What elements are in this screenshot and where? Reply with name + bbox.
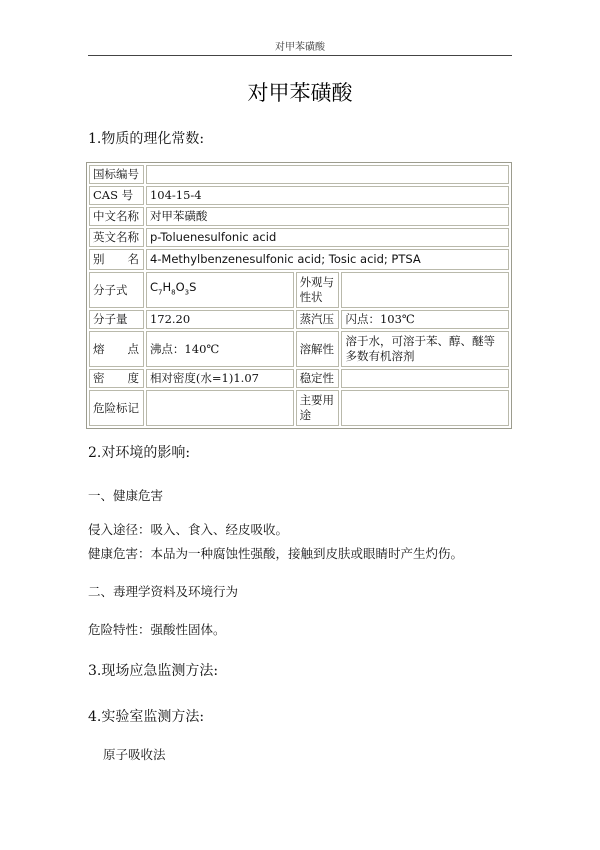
- formula-o-sub: 3: [184, 288, 190, 297]
- section4-heading: 4.实验室监测方法:: [88, 709, 205, 725]
- vapor-value: 闪点：103℃: [341, 310, 509, 329]
- alias-value: 4-Methylbenzenesulfonic acid; Tosic acid; PTSA: [146, 249, 509, 270]
- alias-label-char-1: 别: [93, 252, 105, 266]
- density-label-char-1: 密: [93, 371, 105, 385]
- table-row: [89, 390, 509, 426]
- section3-heading: 3.现场应急监测方法:: [88, 663, 219, 679]
- section1-heading: 1.物质的理化常数:: [88, 131, 205, 147]
- table-row: [89, 272, 509, 308]
- health-hazard-text: 健康危害：本品为一种腐蚀性强酸，接触到皮肤或眼睛时产生灼伤。: [88, 546, 464, 561]
- appearance-value: [341, 272, 509, 308]
- table-row: [89, 186, 509, 205]
- formula-label: 分子式: [89, 272, 144, 308]
- mp-label: [89, 331, 144, 367]
- cn-name-label: 中文名称: [89, 207, 144, 226]
- en-name-value: p-Toluenesulfonic acid: [146, 228, 509, 247]
- table-row: [89, 310, 509, 329]
- alias-label-char-2: 名: [127, 252, 139, 266]
- stability-label: 稳定性: [296, 369, 340, 388]
- formula-c-sub: 7: [157, 288, 163, 297]
- use-label: 主要用途: [296, 390, 340, 426]
- hazard-label: 危险标记: [89, 390, 144, 426]
- use-value: [341, 390, 509, 426]
- cn-name-value: 对甲苯磺酸: [146, 207, 509, 226]
- formula-o: O: [175, 279, 185, 294]
- document-title: 对甲苯磺酸: [247, 81, 353, 105]
- mw-value: 172.20: [146, 310, 294, 329]
- formula-h-sub: 8: [171, 288, 176, 297]
- solubility-label: 溶解性: [296, 331, 340, 367]
- formula-s: S: [189, 279, 197, 294]
- en-name-label: 英文名称: [89, 228, 144, 247]
- mp-label-char-2: 点: [127, 341, 139, 356]
- solubility-value: 溶于水，可溶于苯、醇、醚等多数有机溶剂: [341, 331, 509, 367]
- intrusion-text: 侵入途径：吸入、食入、经皮吸收。: [88, 522, 289, 537]
- danger-text: 危险特性：强酸性固体。: [88, 622, 226, 637]
- gb-number-value: [146, 165, 509, 184]
- table-row: [89, 249, 509, 270]
- gb-number-label: 国标编号: [89, 165, 144, 184]
- formula-h: H: [162, 279, 172, 294]
- formula-c: C: [149, 279, 158, 294]
- method-text: 原子吸收法: [103, 747, 166, 762]
- section2-heading: 2.对环境的影响:: [88, 445, 191, 461]
- toxicology-heading: 二、毒理学资料及环境行为: [88, 584, 239, 599]
- table-row: [89, 228, 509, 247]
- mp-value: 沸点：140℃: [146, 331, 294, 367]
- cas-value: 104-15-4: [146, 186, 509, 205]
- density-label-char-2: 度: [127, 371, 139, 385]
- appearance-label: 外观与性状: [296, 272, 340, 308]
- table-row: [89, 331, 509, 367]
- mw-label: 分子量: [89, 310, 144, 329]
- mp-label-char-1: 熔: [93, 341, 105, 356]
- header-rule: [88, 55, 512, 56]
- cas-label: CAS 号: [89, 186, 144, 205]
- density-value: 相对密度(水=1)1.07: [146, 369, 294, 388]
- running-header: 对甲苯磺酸: [275, 42, 325, 53]
- properties-table: [86, 162, 512, 429]
- stability-value: [341, 369, 509, 388]
- table-row: [89, 369, 509, 388]
- health-heading: 一、健康危害: [88, 488, 164, 503]
- density-label: [89, 369, 144, 388]
- table-row: [89, 207, 509, 226]
- vapor-label: 蒸汽压: [296, 310, 340, 329]
- table-row: [89, 165, 509, 184]
- formula-value: [146, 272, 294, 308]
- alias-label: [89, 249, 144, 270]
- hazard-value: [146, 390, 294, 426]
